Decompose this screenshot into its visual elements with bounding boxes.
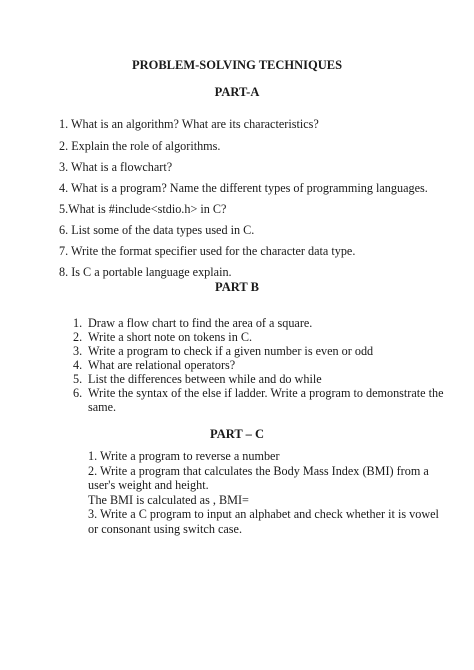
part-a-item-7: 7. Write the format specifier used for the character data type. [59, 244, 356, 258]
list-number: 6. [73, 386, 83, 400]
part-c-line-6: or consonant using switch case. [88, 522, 243, 536]
list-item-text: Write the syntax of the else if ladder. Write a program to demonstrate the [88, 386, 444, 400]
list-number: 1. [73, 316, 83, 330]
list-number: 3. [73, 344, 83, 358]
list-item-text: List the differences between while and do while [88, 372, 322, 386]
part-a-item-6: 6. List some of the data types used in C. [59, 223, 255, 237]
list-item-text: Write a program to check if a given number is even or odd [88, 344, 374, 358]
part-c-line-1: 1. Write a program to reverse a number [88, 449, 280, 463]
list-item-text: Write a short note on tokens in C. [88, 330, 253, 344]
part-c-line-4: The BMI is calculated as , BMI= [88, 493, 249, 507]
part-c-line-3: user's weight and height. [88, 478, 209, 492]
part-a-item-4: 4. What is a program? Name the different types of programming languages. [59, 181, 428, 195]
document-title: PROBLEM-SOLVING TECHNIQUES [131, 58, 343, 72]
list-number: 4. [73, 358, 83, 372]
list-item-text-continued: same. [88, 400, 117, 414]
list-item-text: Draw a flow chart to find the area of a square. [88, 316, 313, 330]
list-number: 2. [73, 330, 83, 344]
part-a-item-2: 2. Explain the role of algorithms. [59, 139, 221, 153]
part-c-heading: PART – C [210, 427, 264, 441]
part-c-line-5: 3. Write a C program to input an alphabet and check whether it is vowel [88, 507, 439, 521]
part-a-item-8: 8. Is C a portable language explain. [59, 265, 232, 279]
part-c-line-2: 2. Write a program that calculates the Body Mass Index (BMI) from a [88, 464, 429, 478]
part-b-heading: PART B [215, 280, 259, 294]
part-a-item-1: 1. What is an algorithm? What are its characteristics? [59, 117, 319, 131]
list-number: 5. [73, 372, 83, 386]
part-a-heading: PART-A [214, 85, 260, 99]
list-item-text: What are relational operators? [88, 358, 236, 372]
part-a-item-3: 3. What is a flowchart? [59, 160, 173, 174]
part-a-item-5: 5.What is #include<stdio.h> in C? [59, 202, 227, 216]
